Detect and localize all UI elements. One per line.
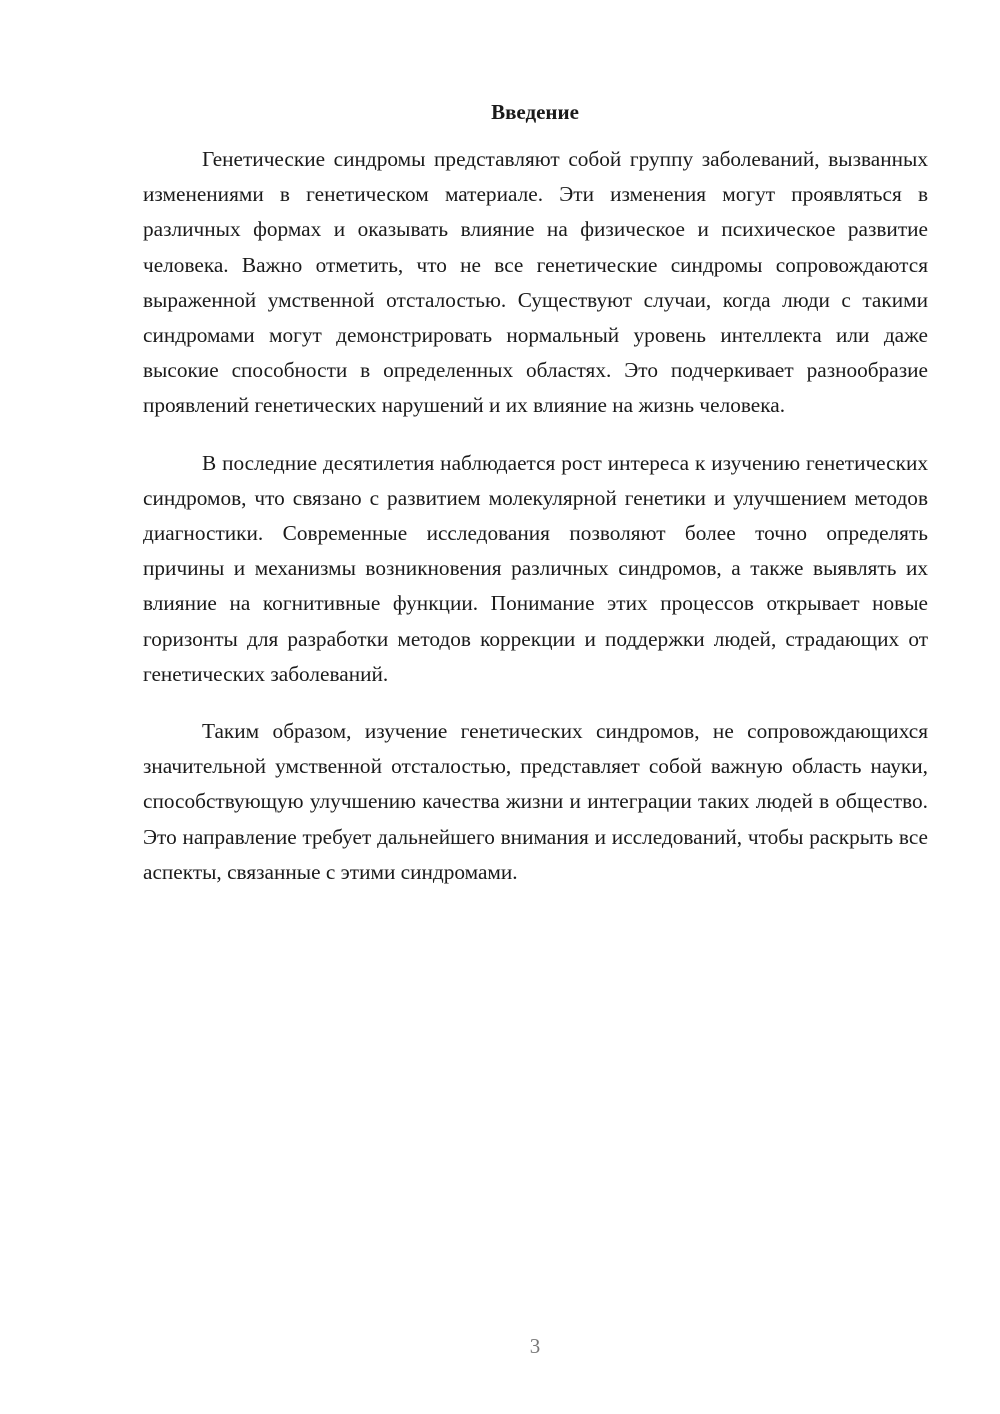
body-text [143,142,928,912]
paragraph-2: В последние десятилетия наблюдается рост интереса к изучению генетических синдромов, что связано с развитием молекулярной генетики и улучшением методов диагностики. Современные исследования позволяют более точно определять причины и механизмы возникновения различных синдромов, а также выявлять их влияние на когнитивные функции. Понимание этих процессов открывает новые горизонты для разработки методов коррекции и поддержки людей, страдающих от генетических заболеваний. [143,450,928,686]
paragraph-3: Таким образом, изучение генетических синдромов, не сопровождающихся значительной умственной отсталостью, представляет собой важную область науки, способствующую улучшению качества жизни и интеграции таких людей в общество. Это направление требует дальнейшего внимания и исследований, чтобы раскрыть все аспекты, связанные с этими синдромами. [143,719,928,884]
section-heading: Введение [491,100,579,124]
page-number: 3 [529,1334,541,1358]
paragraph-1: Генетические синдромы представляют собой группу заболеваний, вызванных изменениями в генетическом материале. Эти изменения могут проявляться в различных формах и оказывать влияние на физическое и психическое развитие человека. Важно отметить, что не все генетические синдромы сопровождаются выраженной умственной отсталостью. Существуют случаи, когда люди с такими синдромами могут демонстрировать нормальный уровень интеллекта или даже высокие способности в определенных областях. Это подчеркивает разнообразие проявлений генетических нарушений и их влияние на жизнь человека. [143,147,928,418]
